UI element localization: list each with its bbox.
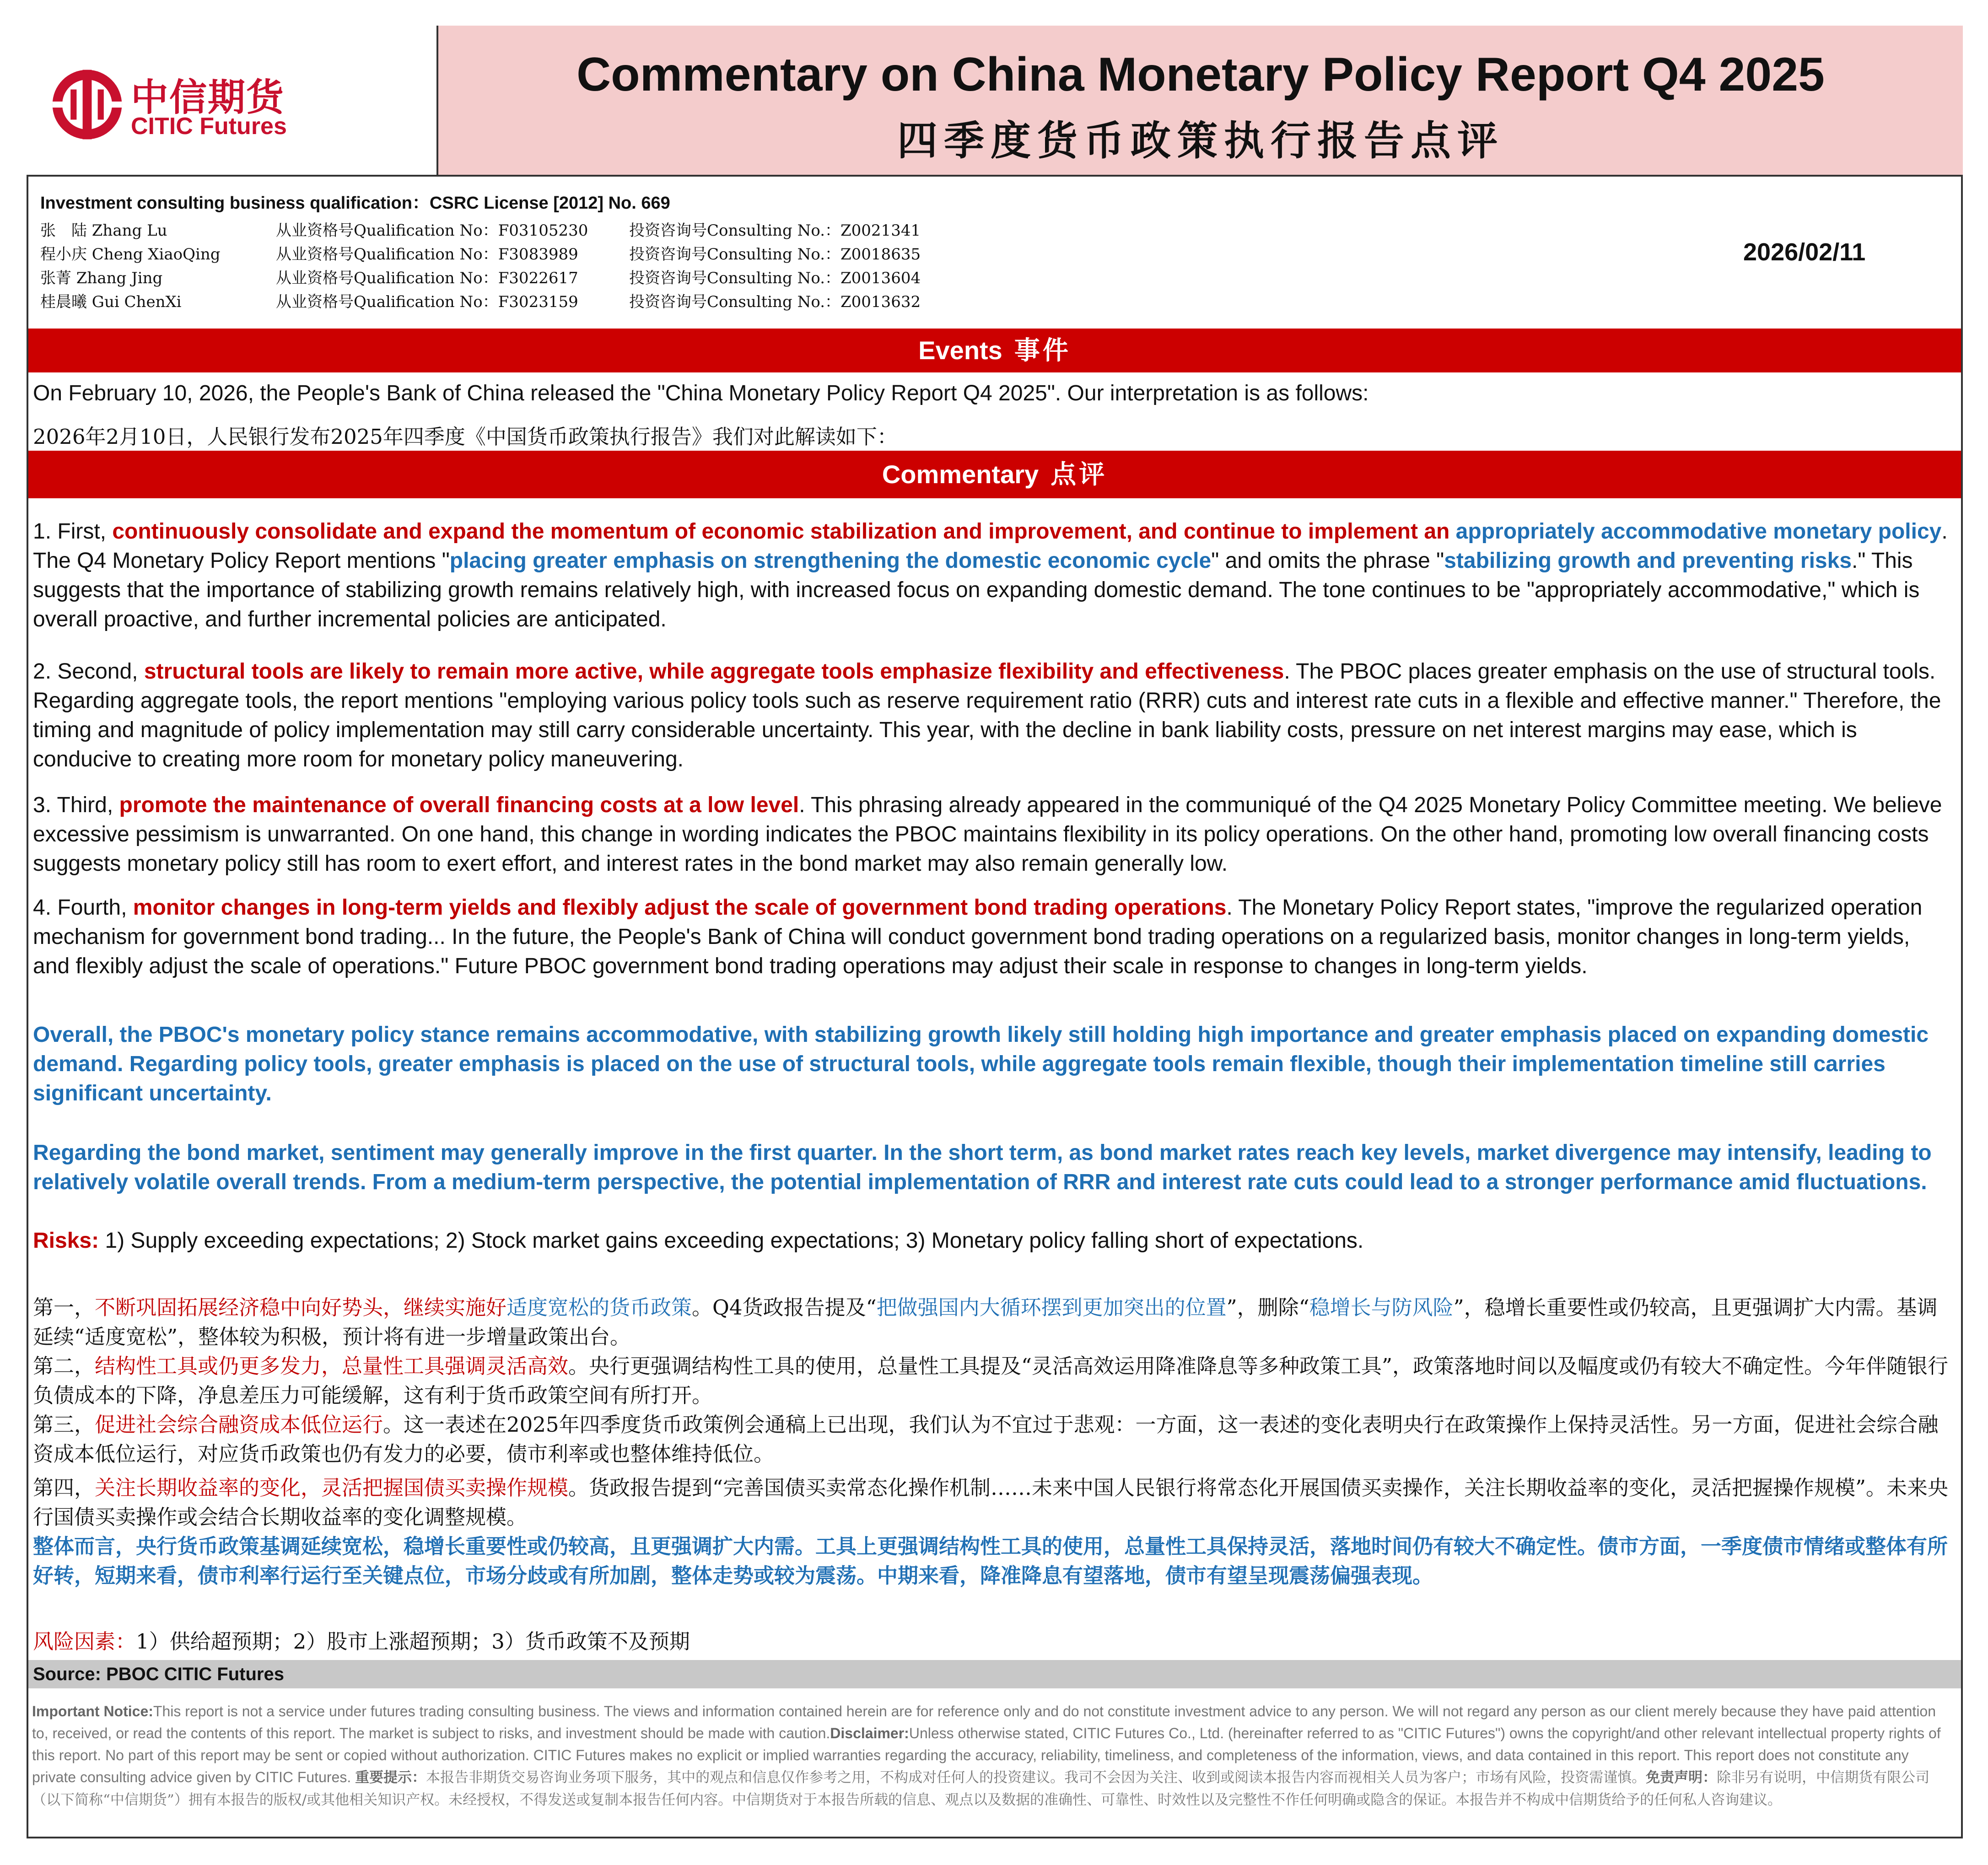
risks-line [33, 1226, 1950, 1256]
overall-summary: Overall, the PBOC's monetary policy stance remains accommodative, with stabilizing growth likely still holding high importance and greater emphasis placed on expanding domestic demand. Regarding policy tools, greater emphasis is placed on the use of structural tools, while aggregate tools remain flexible, though their implementation timeline still carries significant uncertainty. [33, 1023, 1929, 1105]
highlight-blue: stabilizing growth and preventing risks [1444, 549, 1852, 573]
qualification-line: Investment consulting business qualification：CSRC License [2012] No. 669 [40, 194, 670, 213]
commentary-point-1 [33, 517, 1950, 634]
text-run: 3. Third, [33, 793, 119, 817]
commentary-label-cn: 点评 [1051, 459, 1108, 490]
cn-risks-text: 1）供给超预期；2）股市上涨超预期；3）货币政策不及预期 [136, 1629, 690, 1654]
text-run: . The Q4 Monetary Policy Report mentions " [33, 519, 1948, 573]
text-run: 第四， [33, 1476, 95, 1500]
commentary-section-header [28, 451, 1961, 498]
notice-text-cn: 本报告非期货交易咨询业务项下服务，其中的观点和信息仅作参考之用，不构成对任何人的投资建议。我司不会因为关注、收到或阅读本报告内容而视相关人员为客户；市场有风险，投资需谨慎。 [426, 1769, 1646, 1786]
cn-point-1 [33, 1293, 1955, 1352]
text-run: 1. First, [33, 519, 113, 544]
events-text-en: On February 10, 2026, the People's Bank of China released the "China Monetary Policy Report Q4 2025". Our interpretation is as follows: [33, 381, 1369, 405]
analyst-name: 张 陆 Zhang Lu [40, 221, 167, 240]
citic-logo-icon [49, 67, 125, 142]
notice-text: This report is not a service under futures trading consulting business. The views and information contained herein are for reference only and do not constitute investment advice to any person. We will not regard any person as our client merely because they have paid attention to, received, or read the contents of this report. The market is subject to risks, and investment should be made with caution. [32, 1703, 1936, 1741]
analyst-qualification: 从业资格号Qualification No：F3022617 [276, 269, 578, 287]
events-label-cn: 事件 [1014, 335, 1071, 366]
text-run: . The PBOC places greater emphasis on the use of structural tools. Regarding aggregate tools, the report mentions "employing various policy tools such as reserve requirement ratio (RRR) cuts and interest rate cuts in a flexible and effective manner." Therefore, the timing and magnitude of policy implementation may still carry considerable uncertainty. This year, with the decline in bank liability costs, pressure on net interest margins may ease, which is conducive to creating more room for monetary policy maneuvering. [33, 659, 1941, 771]
highlight-red: promote the maintenance of overall financing costs at a low level [119, 793, 799, 817]
cn-risks-line [33, 1627, 1955, 1656]
highlight-blue: placing greater emphasis on strengthening the domestic economic cycle [449, 549, 1212, 573]
cn-point-2 [33, 1352, 1955, 1410]
highlight-red: 关注长期收益率的变化，灵活把握国债买卖操作规模 [95, 1476, 569, 1500]
highlight-red: 结构性工具或仍更多发力，总量性工具强调灵活高效 [95, 1354, 569, 1378]
analyst-qualification: 从业资格号Qualification No：F3083989 [276, 245, 578, 264]
events-label-en: Events [918, 336, 1002, 365]
analyst-name: 程小庆 Cheng XiaoQing [40, 245, 221, 264]
cn-point-3 [33, 1410, 1955, 1469]
analyst-consulting: 投资咨询号Consulting No.：Z0018635 [629, 245, 921, 264]
highlight-blue: appropriately accommodative monetary policy [1455, 519, 1942, 544]
logo-area [27, 26, 438, 175]
highlight-red: 不断巩固拓展经济稳中向好势头，继续实施好 [95, 1295, 507, 1320]
report-title-en: Commentary on China Monetary Policy Report Q4 2025 [576, 48, 1825, 101]
analyst-qualification: 从业资格号Qualification No：F03105230 [276, 221, 588, 240]
report-date: 2026/02/11 [1743, 238, 1866, 266]
report-title-cn: 四季度货币政策执行报告点评 [897, 117, 1504, 164]
text-run: ”，稳增长重要性或仍较高，且更强调扩大内需。基调延续“适度宽松”，整体较为积极，预计将有进一步增量政策出台。 [33, 1295, 1938, 1349]
highlight-blue: 稳增长与防风险 [1309, 1295, 1454, 1320]
events-section-header [28, 329, 1961, 372]
logo-cn-text: 中信期货 [131, 76, 285, 119]
text-run: ." This suggests that the importance of stabilizing growth remains relatively high, with increased focus on expanding domestic demand. The tone continues to be "appropriately accommodative," which is overall proactive, and further incremental policies are anticipated. [33, 549, 1920, 631]
commentary-label-en: Commentary [882, 460, 1039, 489]
text-run: 。央行更强调结构性工具的使用，总量性工具提及“灵活高效运用降准降息等多种政策工具”，政策落地时间以及幅度或仍有较大不确定性。今年伴随银行负债成本的下降，净息差压力可能缓解，这有利于货币政策空间有所打开。 [33, 1354, 1949, 1407]
commentary-point-3 [33, 791, 1950, 879]
cn-overall-summary: 整体而言，央行货币政策基调延续宽松，稳增长重要性或仍较高，且更强调扩大内需。工具上更强调结构性工具的使用，总量性工具保持灵活，落地时间仍有较大不确定性。债市方面，一季度债市情绪或整体有所好转，短期来看，债市利率行运行至关键点位，市场分歧或有所加剧，整体走势或较为震荡。中期来看，降准降息有望落地，债市有望呈现震荡偏强表现。 [33, 1534, 1948, 1588]
commentary-point-4 [33, 893, 1950, 981]
events-text-cn: 2026年2月10日，人民银行发布2025年四季度《中国货币政策执行报告》我们对此解读如下： [33, 425, 898, 449]
analyst-name: 桂晨曦 Gui ChenXi [40, 293, 182, 311]
highlight-red: monitor changes in long-term yields and flexibly adjust the scale of government bond trading operations [133, 895, 1227, 920]
highlight-red: continuously consolidate and expand the momentum of economic stabilization and improvement, and continue to implement an [112, 519, 1456, 544]
text-run: 2. Second, [33, 659, 144, 684]
analyst-qualification: 从业资格号Qualification No：F3023159 [276, 293, 578, 311]
source-bar: Source: PBOC CITIC Futures [28, 1660, 1961, 1688]
text-run: 。Q4货政报告提及“ [692, 1295, 877, 1320]
important-notice [32, 1700, 1949, 1811]
risks-label: Risks: [33, 1229, 99, 1253]
highlight-red: structural tools are likely to remain more active, while aggregate tools emphasize flexibility and effectiveness [144, 659, 1284, 684]
report-header [27, 26, 1963, 177]
text-run: 第三， [33, 1412, 95, 1437]
analyst-consulting: 投资咨询号Consulting No.：Z0021341 [629, 221, 921, 240]
disclaimer-label-cn: 免责声明： [1646, 1769, 1717, 1786]
text-run: 4. Fourth, [33, 895, 133, 920]
highlight-blue: 适度宽松的货币政策 [506, 1295, 692, 1320]
text-run: . The Monetary Policy Report states, "improve the regularized operation mechanism for government bond trading... In the future, the People's Bank of China will conduct government bond trading operations on a regularized basis, monitor changes in long-term yields, and flexibly adjust the scale of operations." Future PBOC government bond trading operations may adjust their scale in response to changes in long-term yields. [33, 895, 1923, 978]
text-run: . This phrasing already appeared in the communiqué of the Q4 2025 Monetary Policy Committee meeting. We believe excessive pessimism is unwarranted. On one hand, this change in wording indicates the PBOC maintains flexibility in its policy operations. On the other hand, promoting low overall financing costs suggests monetary policy still has room to exert effort, and interest rates in the bond market may also remain generally low. [33, 793, 1942, 876]
text-run: " and omits the phrase " [1211, 549, 1444, 573]
commentary-point-2 [33, 657, 1950, 774]
highlight-red: 促进社会综合融资成本低位运行 [95, 1412, 383, 1437]
notice-label: Important Notice: [32, 1703, 153, 1719]
analyst-name: 张菁 Zhang Jing [40, 269, 163, 287]
text-run: 第一， [33, 1295, 95, 1320]
disclaimer-label: Disclaimer: [830, 1725, 909, 1741]
text-run: 第二， [33, 1354, 95, 1378]
text-run: 。这一表述在2025年四季度货币政策例会通稿上已出现，我们认为不宜过于悲观：一方面，这一表述的变化表明央行在政策操作上保持灵活性。另一方面，促进社会综合融资成本低位运行，对应货币政策也仍有发力的必要，债市利率或也整体维持低位。 [33, 1412, 1939, 1466]
notice-label-cn: 重要提示： [355, 1769, 426, 1786]
bond-market-view: Regarding the bond market, sentiment may generally improve in the first quarter. In the short term, as bond market rates reach key levels, market divergence may intensify, leading to relatively volatile overall trends. From a medium-term perspective, the potential implementation of RRR and interest rate cuts could lead to a stronger performance amid fluctuations. [33, 1141, 1932, 1194]
analyst-consulting: 投资咨询号Consulting No.：Z0013604 [629, 269, 921, 287]
cn-risks-label: 风险因素： [33, 1629, 136, 1654]
risks-text: 1) Supply exceeding expectations; 2) Stock market gains exceeding expectations; 3) Monetary policy falling short of expectations. [99, 1229, 1364, 1253]
highlight-blue: 把做强国内大循环摆到更加突出的位置 [876, 1295, 1227, 1320]
title-area [438, 26, 1963, 175]
disclaimer-text: Unless otherwise stated, CITIC Futures Co., Ltd. (hereinafter referred to as "CITIC Futures") owns the copyright/and other relevant intellectual property rights of this report. No part of this report may be sent or copied without authorization. CITIC Futures makes no explicit or implied warranties regarding the accuracy, reliability, timeliness, and completeness of the information, views, and data contained in this report. This report does not constitute any private consulting advice given by CITIC Futures. [32, 1725, 1941, 1785]
analyst-consulting: 投资咨询号Consulting No.：Z0013632 [629, 293, 921, 311]
disclaimer-text-cn: 除非另有说明，中信期货有限公司（以下简称“中信期货”）拥有本报告的版权/或其他相关知识产权。未经授权，不得发送或复制本报告任何内容。中信期货对于本报告所载的信息、观点以及数据的准确性、可靠性、时效性以及完整性不作任何明确或隐含的保证。本报告并不构成中信期货给予的任何私人咨询建议。 [32, 1769, 1930, 1808]
cn-point-4 [33, 1473, 1955, 1532]
text-run: 。货政报告提到“完善国债买卖常态化操作机制……未来中国人民银行将常态化开展国债买卖操作，关注长期收益率的变化，灵活把握操作规模”。未来央行国债买卖操作或会结合长期收益率的变化调整规模。 [33, 1476, 1949, 1529]
logo-en-text: CITIC Futures [131, 113, 287, 140]
text-run: ”，删除“ [1226, 1295, 1309, 1320]
